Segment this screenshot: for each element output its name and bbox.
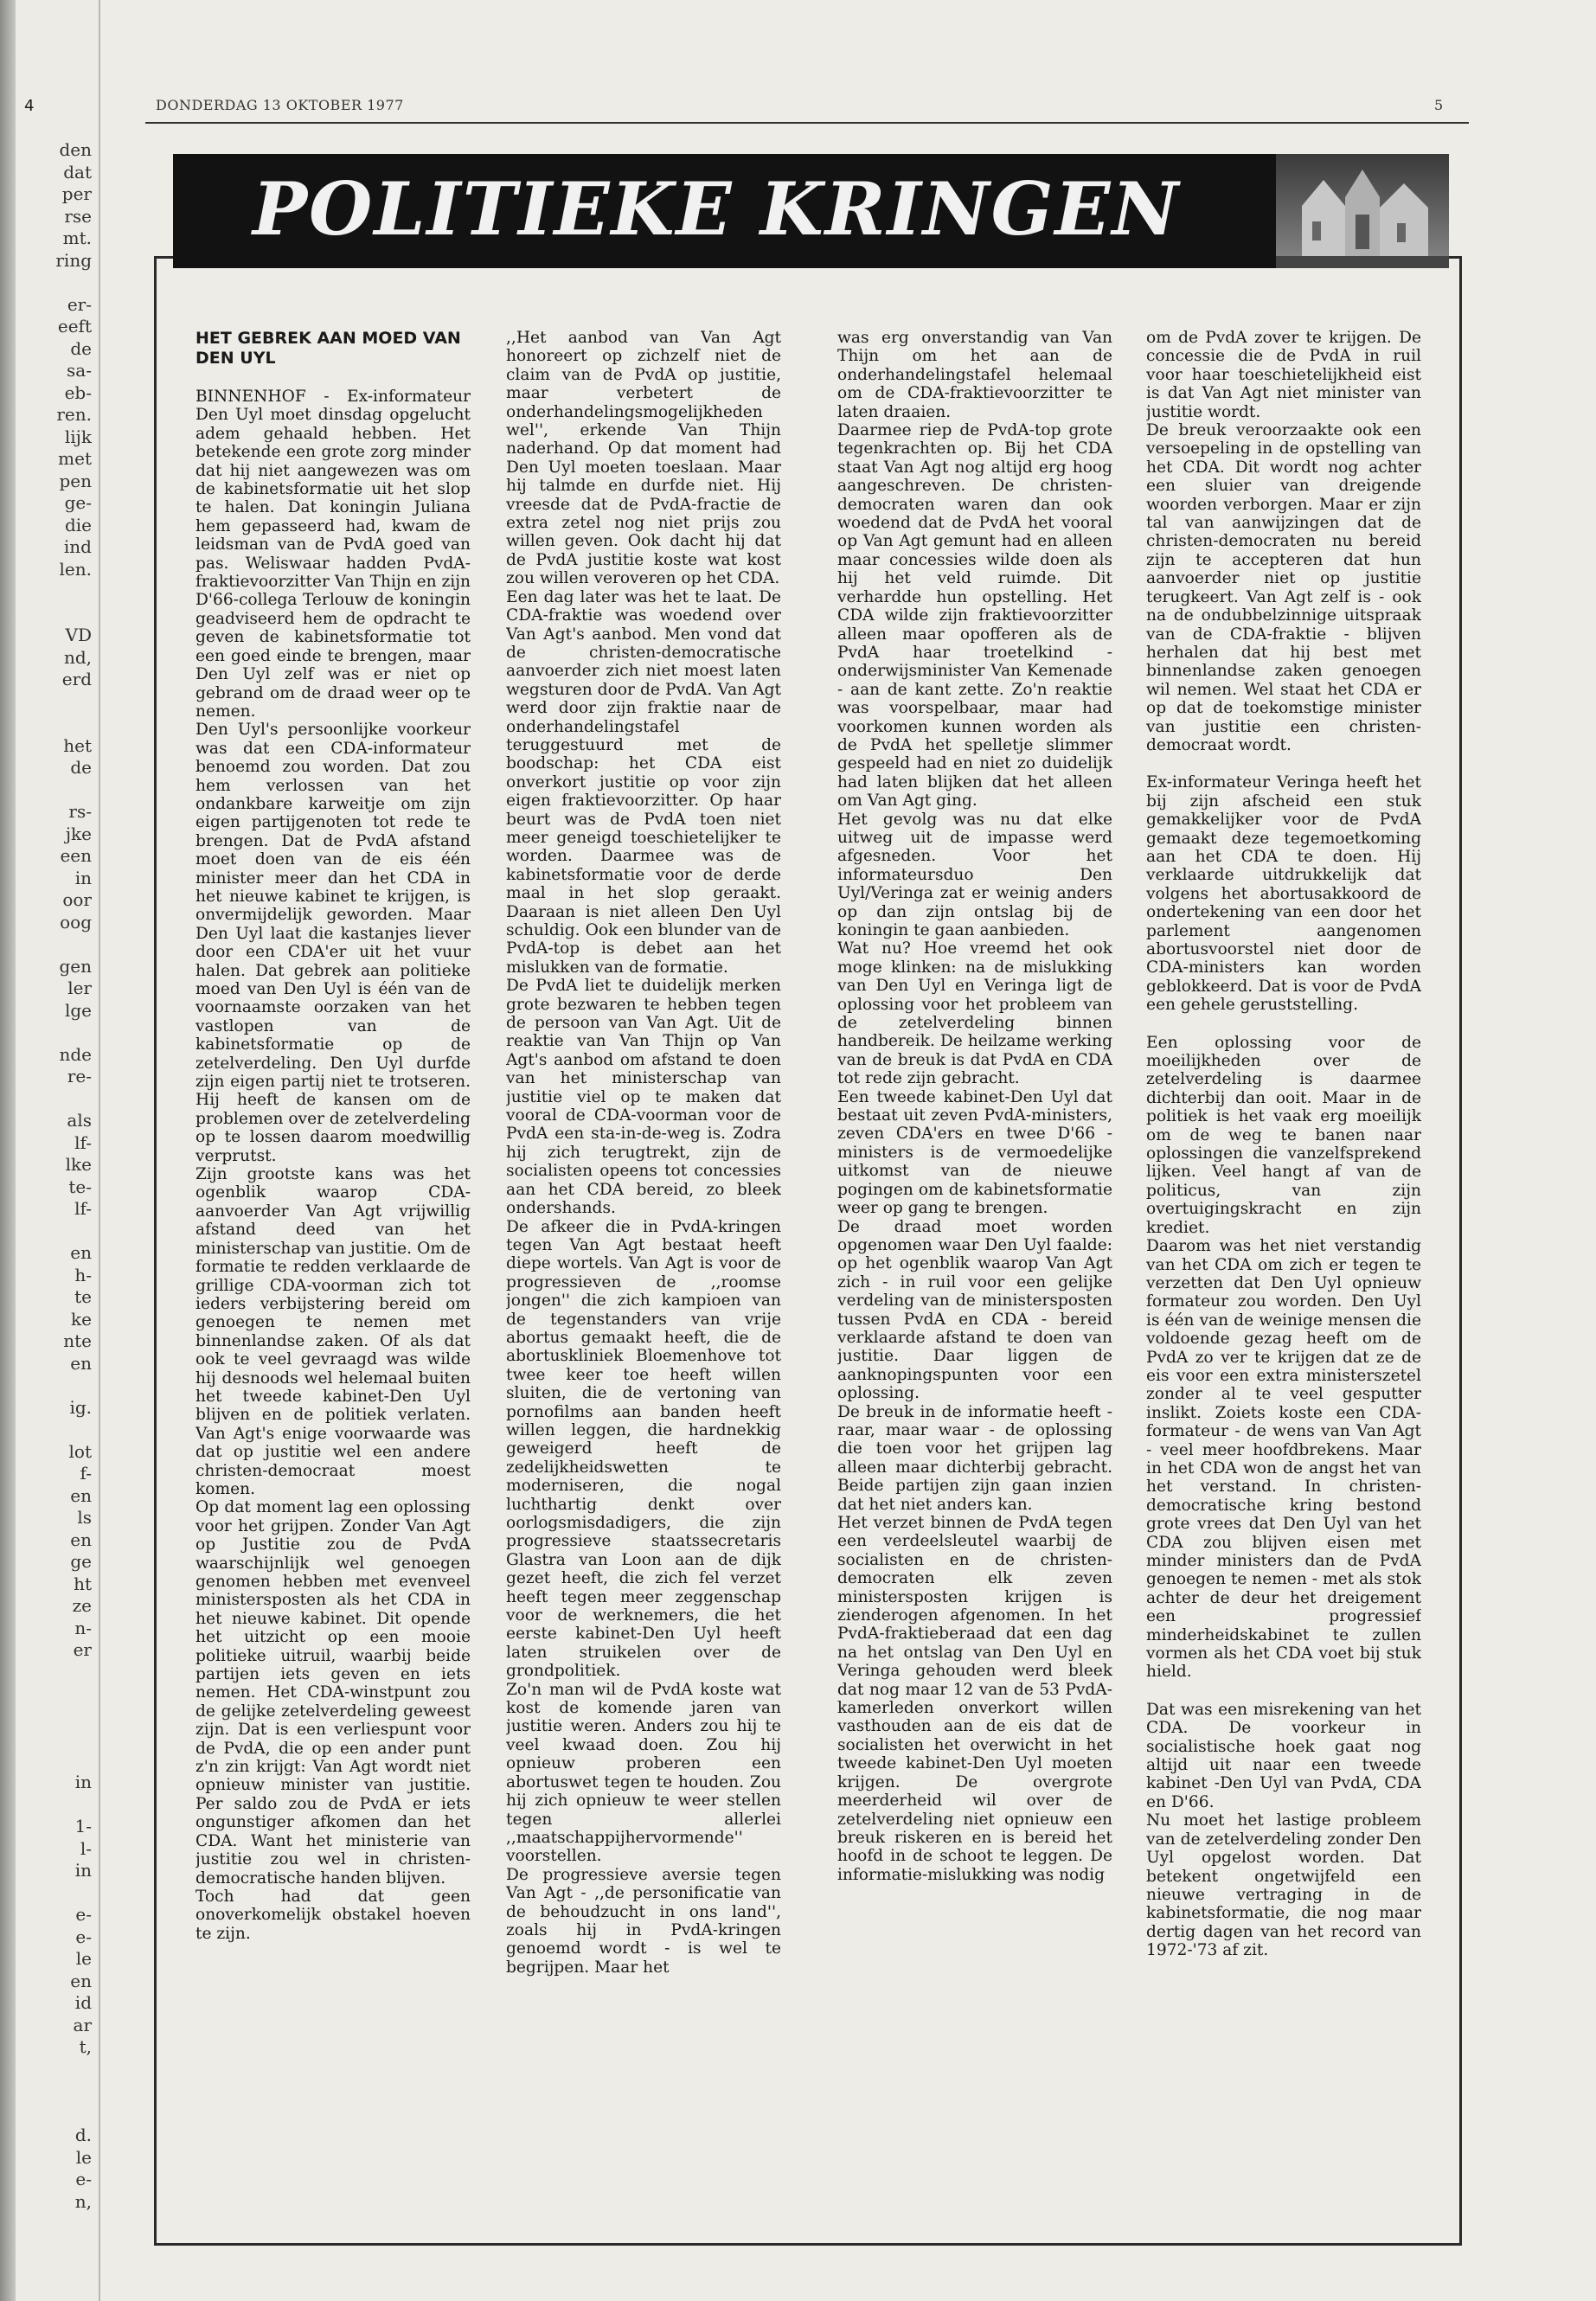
previous-page-fragment: ig. [69, 1396, 92, 1418]
previous-page-fragment: er- [67, 293, 92, 315]
previous-page-fragment: nte [63, 1330, 92, 1351]
previous-page-fragment: eb- [64, 381, 92, 403]
previous-page-fragment: lge [64, 999, 92, 1021]
previous-page-fragment: pen [59, 470, 92, 491]
dateline: DONDERDAG 13 OKTOBER 1977 [156, 97, 404, 113]
previous-page-fragment: het [63, 734, 92, 756]
article-column-2 [506, 329, 781, 2214]
previous-page-fragment: en [70, 1970, 92, 1991]
section-banner [173, 154, 1449, 268]
paragraph: De PvdA liet te duidelijk merken grote bezwaren te hebben tegen de persoon van Van Agt. Uit de reaktie van Van Thijn op Van Agt's aanbod om afstand te doen van het ministerschap van justitie viel op te maken dat vooral de CDA-voorman voor de PvdA een sta-in-de-weg is. Zodra hij zich terugtrekt, zijn de socialisten opeens tot concessies aan het CDA bereid, zo bleek ondershands. [506, 977, 781, 1218]
previous-page-fragment: en [70, 1529, 92, 1550]
previous-page-fragment: e- [75, 2169, 92, 2189]
article-column-1 [195, 329, 471, 2214]
previous-page-fragment: de [70, 757, 92, 778]
previous-page-fragment: die [64, 514, 92, 535]
previous-page-fragment: le [75, 2146, 92, 2168]
previous-page-fragment: als [67, 1110, 92, 1131]
previous-page-fragment: een [60, 845, 92, 866]
paragraph: Een tweede kabinet-Den Uyl dat bestaat uit zeven PvdA-ministers, zeven CDA'ers en twee D'66 -ministers is de vermoedelijke uitkomst van de nieuwe pogingen om de kabinetsformatie weer op gang te brengen. [837, 1087, 1112, 1218]
previous-page-fragment: ge [70, 1551, 92, 1572]
previous-page-fragment: lf- [74, 1198, 92, 1219]
article-headline: HET GEBREK AAN MOED VAN DEN UYL [195, 329, 461, 368]
paragraph: De breuk in de informatie heeft - raar, maar waar - de oplossing die toen voor het grijpen lag alleen maar dichterbij gebracht. Beide partijen zijn gaan inzien dat het niet anders kan. [837, 1402, 1112, 1514]
previous-page-fragment: te- [68, 1176, 92, 1197]
paragraph: De afkeer die in PvdA-kringen tegen Van Agt bestaat heeft diepe wortels. Van Agt is voor de progressieven de ,,roomse jongen'' die zich kampioen van de tegenstanders van vrije abortus gemaakt heeft, die de abortuskliniek Bloemenhove tot twee keer toe heeft willen sluiten, die de vertoning van pornofilms aan banden heeft willen leggen, die hardnekkig geweigerd heeft de zedelijkheidswetten te moderniseren, die nogal luchthartig denkt over oorlogsmisdadigers, die zijn progressieve staatssecretaris Glastra van Loon aan de dijk gezet heeft, die zich fel verzet heeft tegen meer zeggenschap voor de werknemers, die het eerste kabinet-Den Uyl heeft laten struikelen over de grondpolitiek. [506, 1217, 781, 1681]
paragraph: Zo'n man wil de PvdA koste wat kost de komende jaren van justitie weren. Anders zou hij te veel kwaad doen. Zou hij opnieuw proberen een abortuswet tegen te houden. Zou hij zich opnieuw te weer stellen tegen allerlei ,,maatschappijhervormende'' voorstellen. [506, 1680, 781, 1866]
previous-page-fragment: ze [72, 1595, 92, 1616]
previous-page-fragment: erd [61, 669, 92, 689]
paragraph: Den Uyl's persoonlijke voorkeur was dat een CDA-informateur benoemd zou worden. Dat zou hem verlossen van het ondankbare karweitje om zijn eigen partijgenoten tot rede te brengen. Dat de PvdA afstand moet doen van de eis één minister meer dan het CDA in het nieuwe kabinet te krijgen, is onvermijdelijk geworden. Maar Den Uyl laat die kastanjes liever door een CDA'er uit het vuur halen. Dat gebrek aan politieke moed van Den Uyl is één van de voornaamste oorzaken van het vastlopen van de kabinetsformatie op de zetelverdeling. Den Uyl durfde zijn eigen partij niet te trotseren. Hij heeft de kansen om de problemen over de zetelverdeling op te lossen daarom moedwillig verprutst. [195, 721, 471, 1165]
previous-page-fragment: ht [74, 1573, 92, 1594]
previous-page-fragment: er [73, 1639, 92, 1660]
paragraph: Wat nu? Hoe vreemd het ook moge klinken: na de mislukking van Den Uyl en Veringa ligt de oplossing voor het probleem van de zetelverdeling binnen handbereik. De heilzame werking van de breuk is dat PvdA en CDA tot rede zijn gebracht. [837, 939, 1112, 1088]
previous-page-fragment: l- [80, 1837, 92, 1859]
previous-page-fragment: e- [75, 1926, 92, 1947]
previous-page-fragment: 1- [74, 1816, 92, 1836]
previous-page-fragment: f- [80, 1463, 92, 1484]
previous-page-fragment: nde [59, 1043, 92, 1065]
previous-page-edge [16, 0, 100, 2301]
previous-page-fragment: lijk [64, 426, 92, 447]
paragraph: was erg onverstandig van Van Thijn om het aan de onderhandelingstafel helemaal om de CDA-fraktievoorzitter te laten draaien. [837, 329, 1112, 421]
previous-page-fragment: en [70, 1352, 92, 1374]
paragraph: Een dag later was het te laat. De CDA-fraktie was woedend over Van Agt's aanbod. Men vond dat de christen-democratische aanvoerder zich niet moest laten wegsturen door de PvdA. Van Agt werd door zijn fraktie naar de onderhandelingstafel teruggestuurd met de boodschap: het CDA eist onverkort justitie op voor zijn eigen fraktievoorzitter. Op haar beurt was de PvdA toen niet meer geneigd toeschietelijker te worden. Daarmee was de kabinetsformatie voor de derde maal in het slop geraakt. Daaraan is niet alleen Den Uyl schuldig. Ook een blunder van de PvdA-top is debet aan het mislukken van de formatie. [506, 587, 781, 977]
previous-page-fragment: ke [71, 1308, 92, 1330]
previous-page-fragment: dat [63, 161, 92, 183]
previous-page-fragment: n, [74, 2190, 92, 2212]
previous-page-fragment: VD [65, 625, 92, 645]
page-binding-shadow [0, 0, 16, 2301]
previous-page-fragment: ar [73, 2014, 92, 2035]
previous-page-fragment: d. [74, 2125, 92, 2145]
paragraph: Toch had dat geen onoverkomelijk obstakel hoeven te zijn. [195, 1887, 471, 1943]
paragraph: Daarom was het niet verstandig van het CDA om zich er tegen te verzetten dat Den Uyl opnieuw formateur zou worden. Den Uyl is één van de weinige mensen die voldoende gezag heeft om de PvdA zo ver te krijgen dat ze de eis voor een extra ministerszetel zonder al te veel gesputter inslikt. Zoiets koste een CDA-formateur - de wens van Van Agt - veel meer hoofdbrekens. Maar in het CDA won de angst het van het verstand. In christen-democratische kring bestond grote vrees dat Den Uyl van het CDA zou blijven eisen met minder ministers dan de PvdA genoegen te nemen - met als stok achter de deur het dreigement een progressief minderheidskabinet te zullen vormen als het CDA voet bij stuk hield. [1146, 1237, 1421, 1682]
paragraph: Dat was een misrekening van het CDA. De voorkeur in socialistische hoek gaat nog altijd uit naar een tweede kabinet -Den Uyl van PvdA, CDA en D'66. [1146, 1700, 1421, 1811]
previous-page-fragment: sa- [67, 360, 92, 381]
previous-page-fragment: mt. [62, 228, 92, 248]
left-page-number: 4 [24, 97, 35, 115]
right-page-number: 5 [1434, 97, 1444, 113]
paragraph: Op dat moment lag een oplossing voor het grijpen. Zonder Van Agt op Justitie zou de PvdA waarschijnlijk wel genoegen genomen hebben met evenveel ministersposten als het CDA in het nieuwe kabinet. Dit opende het uitzicht op een mooie politieke uitruil, waarbij beide partijen iets geven en iets nemen. Het CDA-winstpunt zou de gelijke zetelverdeling geweest zijn. Dat is een verliespunt voor de PvdA, die op een ander punt z'n zin krijgt: Van Agt wordt niet opnieuw minister van justitie. Per saldo zou de PvdA er iets ongunstiger afkomen dan het CDA. Want het ministerie van justitie zou wel in christen-democratische handen blijven. [195, 1498, 471, 1888]
previous-page-fragment: len. [59, 558, 92, 580]
previous-page-fragment: nd, [63, 646, 92, 668]
previous-page-fragment: gen [59, 955, 92, 977]
previous-page-fragment: e- [75, 1904, 92, 1925]
previous-page-fragment: in [74, 1860, 92, 1881]
previous-page-fragment: oor [62, 889, 92, 910]
previous-page-fragment: le [75, 1948, 92, 1969]
paragraph: Een oplossing voor de moeilijkheden over de zetelverdeling is daarmee dichterbij dan ooit. Maar in de politiek is het vaak erg moeilijk om de weg te banen naar oplossingen die vanzelfsprekend lijken. Veel hangt af van de politicus, van zijn overtuigingskracht en zijn krediet. [1146, 1033, 1421, 1237]
paragraph: De progressieve aversie tegen Van Agt - ,,de personificatie van de behoudzucht in ons land'', zoals hij in PvdA-kringen genoemd wordt - is wel te begrijpen. Maar het [506, 1865, 781, 1977]
previous-page-fragment: rs- [68, 801, 92, 822]
header-rule [145, 122, 1469, 124]
previous-page-fragment: de [70, 337, 92, 359]
paragraph: Zijn grootste kans was het ogenblik waarop CDA-aanvoerder Van Agt vrijwillig afstand deed van het ministerschap van justitie. Om de formatie te redden verklaarde de grillige CDA-voorman zich tot ieders verbijstering bereid om genoegen te nemen met binnenlandse zaken. Of als dat ook te veel gevraagd was wilde hij desnoods wel helemaal buiten het tweede kabinet-Den Uyl blijven en de politiek verlaten. Van Agt's enige voorwaarde was dat op justitie wel een andere christen-democraat moest komen. [195, 1165, 471, 1498]
previous-page-fragment: oog [60, 911, 92, 933]
article-column-3 [837, 329, 1112, 2214]
paragraph: Nu moet het lastige probleem van de zetelverdeling zonder Den Uyl opgelost worden. Dat betekent ongetwijfeld een nieuwe vertraging in de kabinetsformatie, die nog maar dertig dagen van het record van 1972-'73 af zit. [1146, 1811, 1421, 1960]
paragraph: BINNENHOF - Ex-informateur Den Uyl moet dinsdag opgelucht adem gehaald hebben. Het betekende een grote zorg minder dat hij niet aangewezen was om de kabinetsformatie uit het slop te halen. Dat koningin Juliana hem gepasseerd had, kwam de leidsman van de PvdA goed van pas. Weliswaar hadden PvdA-fraktievoorzitter Van Thijn en zijn D'66-collega Terlouw de koningin geadviseerd hem de opdracht te geven de kabinetsformatie tot een goed einde te brengen, maar Den Uyl zelf was er niet op gebrand om de draad weer op te nemen. [195, 388, 471, 721]
previous-page-fragment: en [70, 1242, 92, 1263]
paragraph: ,,Het aanbod van Van Agt honoreert op zichzelf niet de claim van de PvdA op justitie, maar verbetert de onderhandelingsmogelijkheden wel'', erkende Van Thijn naderhand. Op dat moment had Den Uyl moeten toeslaan. Maar hij talmde en durfde niet. Hij vreesde dat de PvdA-fractie de extra zetel nog niet prijs zou willen geven. Ook dacht hij dat de PvdA justitie koste wat kost zou willen veroveren op het CDA. [506, 329, 781, 588]
previous-page-fragment: ind [63, 536, 92, 557]
previous-page-fragment: ring [55, 249, 92, 271]
previous-page-fragment: en [70, 1484, 92, 1506]
binnenhof-building-photo-icon [1276, 154, 1449, 268]
previous-page-fragment: re- [67, 1066, 92, 1086]
previous-page-fragment: eeft [57, 316, 92, 336]
previous-page-fragment: den [59, 139, 92, 160]
paragraph: De draad moet worden opgenomen waar Den Uyl faalde: op het ogenblik waarop Van Agt zich - in ruil voor een gelijke verdeling van de ministersposten tussen PvdA en CDA - bereid verklaarde afstand te doen van justitie. Daar liggen de aanknopingspunten voor een oplossing. [837, 1217, 1112, 1403]
previous-page-fragment: rse [64, 205, 92, 227]
previous-page-fragment: te [74, 1286, 92, 1307]
paragraph: Het gevolg was nu dat elke uitweg uit de impasse werd afgesneden. Voor het informateursduo Den Uyl/Veringa zat er weinig anders op dan zijn ontslag bij de koningin te gaan aanbieden. [837, 810, 1112, 939]
article-column-4 [1146, 329, 1421, 2214]
previous-page-fragment: n- [74, 1617, 92, 1638]
previous-page-fragment: in [74, 1772, 92, 1792]
previous-page-fragment: lf- [74, 1131, 92, 1153]
paragraph: om de PvdA zover te krijgen. De concessie die de PvdA in ruil voor haar toeschietelijkheid eist is dat Van Agt niet minister van justitie wordt. [1146, 329, 1421, 421]
paragraph: Ex-informateur Veringa heeft het bij zijn afscheid een stuk gemakkelijker voor de PvdA gemaakt deze tegemoetkoming aan het CDA te doen. Hij verklaarde uitdrukkelijk dat volgens het abortusakkoord de ondertekening van een door het parlement aangenomen abortusvoorstel niet door de CDA-ministers kan worden geblokkeerd. Dat is voor de PvdA een gehele geruststelling. [1146, 773, 1421, 1015]
previous-page-fragment: jke [65, 823, 92, 844]
paragraph: Het verzet binnen de PvdA tegen een verdeelsleutel waarbij de socialisten en de christen-democraten elk zeven ministersposten krijgen is zienderogen afgenomen. In het PvdA-fraktieberaad dat een dag na het ontslag van Den Uyl en Veringa gehouden werd bleek dat nog maar 12 van de 53 PvdA-kamerleden onverkort willen vasthouden aan de eis dat de socialisten het overwicht in het tweede kabinet-Den Uyl moeten krijgen. De overgrote meerderheid wil over de zetelverdeling niet opnieuw een breuk riskeren en is bereid het hoofd in de schoot te leggen. De informatie-mislukking was nodig [837, 1514, 1112, 1884]
section-title: POLITIEKE KRINGEN [253, 166, 1181, 252]
paragraph: De breuk veroorzaakte ook een versoepeling in de opstelling van het CDA. Dit wordt nog achter een sluier van dreigende woorden verborgen. Maar er zijn tal van aanwijzingen dat de christen-democraten nu bereid zijn te accepteren dat hun aanvoerder niet op justitie terugkeert. Van Agt zelf is - ook na de ondubbelzinnige uitspraak van de CDA-fraktie - blijven herhalen dat hij best met binnenlandse zaken genoegen wil nemen. Wel staat het CDA er op dat de toekomstige minister van justitie een christen-democraat wordt. [1146, 421, 1421, 754]
previous-page-fragment: lke [65, 1154, 92, 1175]
previous-page-fragment: h- [74, 1264, 92, 1285]
previous-page-fragment: id [74, 1992, 92, 2013]
previous-page-fragment: ler [67, 977, 92, 998]
previous-page-fragment: met [58, 448, 92, 469]
previous-page-fragment: ls [77, 1507, 92, 1528]
previous-page-fragment: lot [68, 1440, 92, 1462]
previous-page-fragment: ge- [64, 492, 92, 513]
previous-page-fragment: in [74, 867, 92, 888]
previous-page-fragment: ren. [56, 404, 92, 425]
paragraph: Daarmee riep de PvdA-top grote tegenkrachten op. Bij het CDA staat Van Agt nog altijd erg hoog aangeschreven. De christen-democraten waren dan ook woedend dat de PvdA het vooral op Van Agt gemunt had en alleen maar concessies wilde doen als hij het veld ruimde. Dit verhardde hun opstelling. Het CDA wilde zijn fraktievoorzitter alleen maar opofferen als de PvdA haar troetelkind - onderwijsminister Van Kemenade - aan de kant zette. Zo'n reaktie was voorspelbaar, maar had voorkomen kunnen worden als de PvdA het spelletje slimmer gespeeld had en niet zo duidelijk had laten blijken dat het alleen om Van Agt ging. [837, 421, 1112, 811]
previous-page-fragment: per [61, 183, 92, 204]
previous-page-fragment: t, [79, 2036, 92, 2057]
